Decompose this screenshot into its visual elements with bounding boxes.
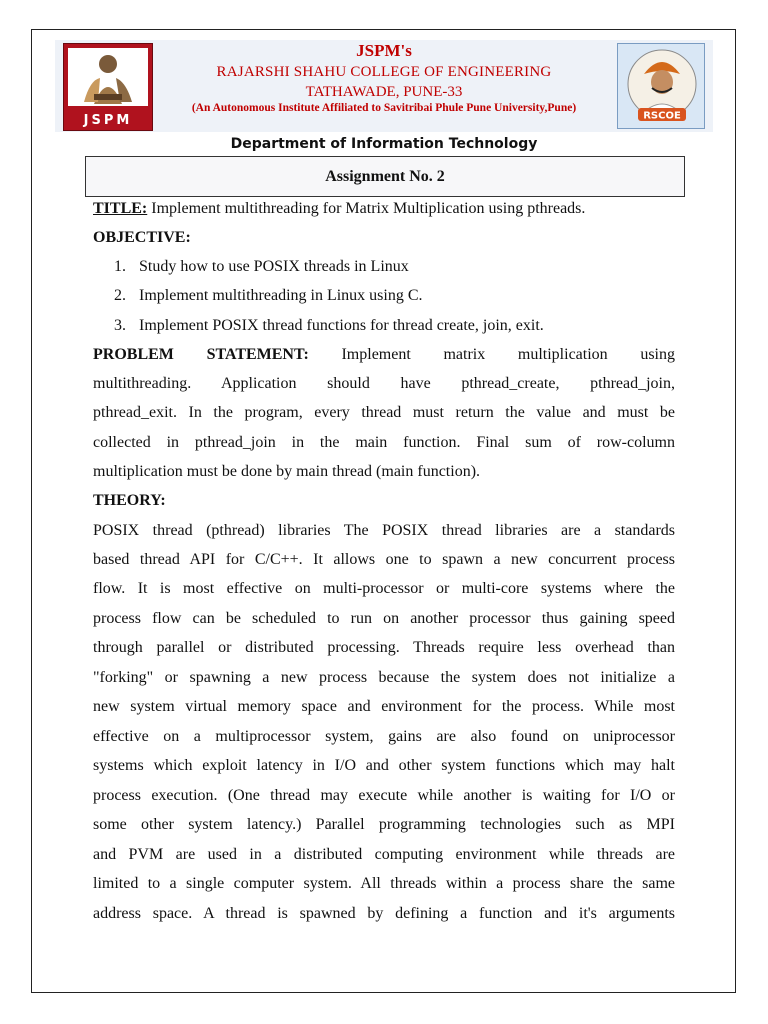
- jspm-logo: [63, 43, 153, 131]
- objective-item: [114, 258, 409, 276]
- problem-line: [93, 345, 675, 365]
- title-line: [93, 200, 585, 218]
- theory-line: limited to a single computer system. All threads within a process share the same: [93, 875, 675, 892]
- objective-item: [114, 317, 544, 335]
- theory-line: systems which exploit latency in I/O and other system functions which may halt: [93, 757, 675, 774]
- svg-text:RSCOE: RSCOE: [643, 110, 681, 122]
- rscoe-logo-art: [618, 44, 705, 129]
- theory-line: and PVM are used in a distributed computing environment while threads are: [93, 846, 675, 863]
- objective-item-number: 2.: [114, 287, 126, 304]
- objective-item-text: Implement POSIX thread functions for thread create, join, exit.: [139, 317, 544, 334]
- objective-item: [114, 287, 423, 305]
- college-name: RAJARSHI SHAHU COLLEGE OF ENGINEERING: [216, 64, 552, 80]
- objective-item-text: Study how to use POSIX threads in Linux: [139, 258, 409, 275]
- objective-item-number: 1.: [114, 258, 126, 275]
- assignment-heading: [85, 156, 685, 197]
- objective-heading: OBJECTIVE:: [93, 229, 191, 246]
- theory-line: process execution. (One thread may execute while another is waiting for I/O or: [93, 787, 675, 804]
- theory-line: flow. It is most effective on multi-processor or multi-core systems where the: [93, 580, 675, 597]
- problem-line: multithreading. Application should have pthread_create, pthread_join,: [93, 375, 675, 392]
- problem-line: collected in pthread_join in the main function. Final sum of row-column: [93, 434, 675, 451]
- problem-line-text: Implement matrix multiplication using: [308, 346, 675, 363]
- jspm-logo-art: [64, 44, 153, 131]
- theory-heading: THEORY:: [93, 492, 166, 509]
- objective-item-number: 3.: [114, 317, 126, 334]
- theory-line: process flow can be scheduled to run on another processor thus gaining speed: [93, 610, 675, 627]
- svg-text:JSPM: JSPM: [83, 113, 133, 128]
- department-title: Department of Information Technology: [230, 136, 538, 152]
- theory-line: through parallel or distributed processing. Threads require less overhead than: [93, 639, 675, 656]
- theory-line: POSIX thread (pthread) libraries The POSIX thread libraries are a standards: [93, 522, 675, 539]
- objective-item-text: Implement multithreading in Linux using C.: [139, 287, 423, 304]
- theory-line: new system virtual memory space and environment for the process. While most: [93, 698, 675, 715]
- theory-line: some other system latency.) Parallel programming technologies such as MPI: [93, 816, 675, 833]
- theory-line: effective on a multiprocessor system, gains are also found on uniprocessor: [93, 728, 675, 745]
- problem-line: multiplication must be done by main thread (main function).: [93, 463, 481, 480]
- college-city: TATHAWADE, PUNE-33: [305, 84, 463, 100]
- rscoe-logo: [617, 43, 705, 129]
- assignment-label: Assignment No. 2: [325, 167, 445, 185]
- affiliation-note: (An Autonomous Institute Affiliated to Savitribai Phule Pune University,Pune): [191, 102, 577, 114]
- title-text: Implement multithreading for Matrix Multiplication using pthreads.: [147, 200, 586, 217]
- problem-label: PROBLEM STATEMENT:: [93, 346, 309, 363]
- theory-line: address space. A thread is spawned by defining a function and it's arguments: [93, 905, 675, 922]
- problem-line: pthread_exit. In the program, every thread must return the value and must be: [93, 404, 675, 421]
- theory-line: based thread API for C/C++. It allows one to spawn a new concurrent process: [93, 551, 675, 568]
- title-label: TITLE:: [93, 200, 148, 217]
- org-name: JSPM's: [356, 41, 412, 60]
- theory-line: "forking" or spawning a new process because the system does not initialize a: [93, 669, 675, 686]
